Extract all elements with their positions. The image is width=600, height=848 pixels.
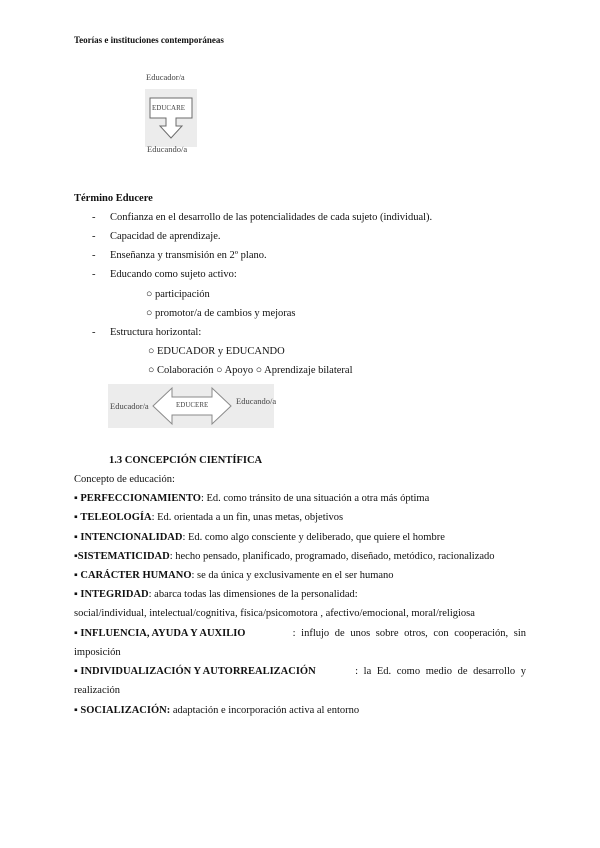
concept-desc: : influjo de unos sobre otros, con cooperación, sin [292, 628, 526, 639]
educere-box-label: EDUCERE [176, 401, 209, 409]
concept-desc: : Ed. como algo consciente y deliberado, que quiere el hombre [182, 532, 445, 543]
square-bullet-icon: ▪ [74, 628, 78, 639]
educere-item: Estructura horizontal: [110, 327, 202, 338]
concept-item [74, 551, 495, 562]
educere-diagram [108, 384, 277, 428]
diagram-label-educando: Educando/a [236, 396, 277, 406]
educere-item: Educando como sujeto activo: [110, 269, 237, 280]
dash-marker: - [92, 212, 96, 223]
concept-term: INFLUENCIA, AYUDA Y AUXILIO [80, 628, 246, 639]
concept-item [74, 570, 394, 581]
dash-marker: - [92, 250, 96, 261]
sub-item-row [148, 365, 353, 376]
concept-term: INTENCIONALIDAD [80, 532, 183, 543]
concept-term: SISTEMATICIDAD [77, 551, 170, 562]
educare-arrow-shape [144, 88, 198, 148]
circle-bullet-icon: ○ [146, 289, 153, 300]
circle-bullet-icon: ○ [216, 365, 223, 376]
circle-bullet-icon: ○ [146, 308, 153, 319]
concept-item [74, 666, 526, 677]
educere-title: Término Educere [74, 193, 153, 204]
concept-continuation: imposición [74, 647, 121, 658]
sub-item-label: Apoyo [224, 365, 254, 376]
concept-desc: : abarca todas las dimensiones de la personalidad: [148, 589, 358, 600]
concept-continuation: realización [74, 685, 121, 696]
dash-marker: - [92, 231, 96, 242]
concept-continuation: social/individual, intelectual/cognitiva, física/psicomotora , afectivo/emocional, moral/religiosa [74, 608, 475, 619]
concept-desc: : Ed. como tránsito de una situación a otra más óptima [200, 493, 430, 504]
concept-term: PERFECCIONAMIENTO [80, 493, 201, 504]
sub-item-label: participación [154, 289, 210, 300]
diagram-label-educador: Educador/a [110, 401, 149, 411]
sub-item-label: Aprendizaje bilateral [264, 365, 353, 376]
concept-desc: : la Ed. como medio de desarrollo y [355, 666, 526, 677]
concept-item [74, 589, 358, 600]
concept-item [74, 532, 445, 543]
concept-term: INDIVIDUALIZACIÓN Y AUTORREALIZACIÓN [80, 666, 316, 677]
concept-item [74, 512, 343, 523]
concept-desc: : Ed. orientada a un fin, unas metas, objetivos [151, 512, 344, 523]
concept-desc: : hecho pensado, planificado, programado, diseñado, metódico, racionalizado [169, 551, 495, 562]
square-bullet-icon: ▪ [74, 589, 78, 600]
page-header: Teorías e instituciones contemporáneas [74, 35, 224, 45]
sub-item-label: promotor/a de cambios y mejoras [154, 308, 296, 319]
diagram-label-educando: Educando/a [147, 144, 188, 154]
educare-box-label: EDUCARE [152, 104, 186, 112]
concept-item [74, 493, 429, 504]
square-bullet-icon: ▪ [74, 512, 78, 523]
square-bullet-icon: ▪ [74, 551, 78, 562]
sub-item [146, 289, 210, 300]
square-bullet-icon: ▪ [74, 705, 78, 716]
dash-marker: - [92, 327, 96, 338]
sub-item [146, 308, 296, 319]
section-title: 1.3 CONCEPCIÓN CIENTÍFICA [109, 455, 263, 466]
circle-bullet-icon: ○ [255, 365, 263, 376]
dash-marker: - [92, 269, 96, 280]
sub-item-label: Colaboración [156, 365, 214, 376]
sub-item [148, 346, 285, 357]
square-bullet-icon: ▪ [74, 570, 78, 581]
section-intro: Concepto de educación: [74, 474, 175, 485]
concept-term: TELEOLOGÍA [80, 512, 152, 523]
concept-item [74, 628, 526, 639]
sub-item-label: EDUCADOR y EDUCANDO [156, 346, 285, 357]
square-bullet-icon: ▪ [74, 532, 78, 543]
circle-bullet-icon: ○ [148, 346, 155, 357]
educere-item: Confianza en el desarrollo de las potencialidades de cada sujeto (individual). [110, 212, 433, 223]
educare-diagram [144, 70, 198, 165]
square-bullet-icon: ▪ [74, 666, 78, 677]
concept-desc: : se da única y exclusivamente en el ser humano [191, 570, 394, 581]
diagram-label-educador: Educador/a [146, 72, 185, 82]
concept-item [74, 705, 359, 716]
educere-item: Capacidad de aprendizaje. [110, 231, 221, 242]
concept-term: INTEGRIDAD [80, 589, 149, 600]
concept-desc: adaptación e incorporación activa al entorno [170, 705, 360, 716]
concept-term: CARÁCTER HUMANO [80, 570, 192, 581]
square-bullet-icon: ▪ [74, 493, 78, 504]
concept-term: SOCIALIZACIÓN: [80, 705, 171, 716]
educere-item: Enseñanza y transmisión en 2º plano. [110, 250, 267, 261]
circle-bullet-icon: ○ [148, 365, 155, 376]
